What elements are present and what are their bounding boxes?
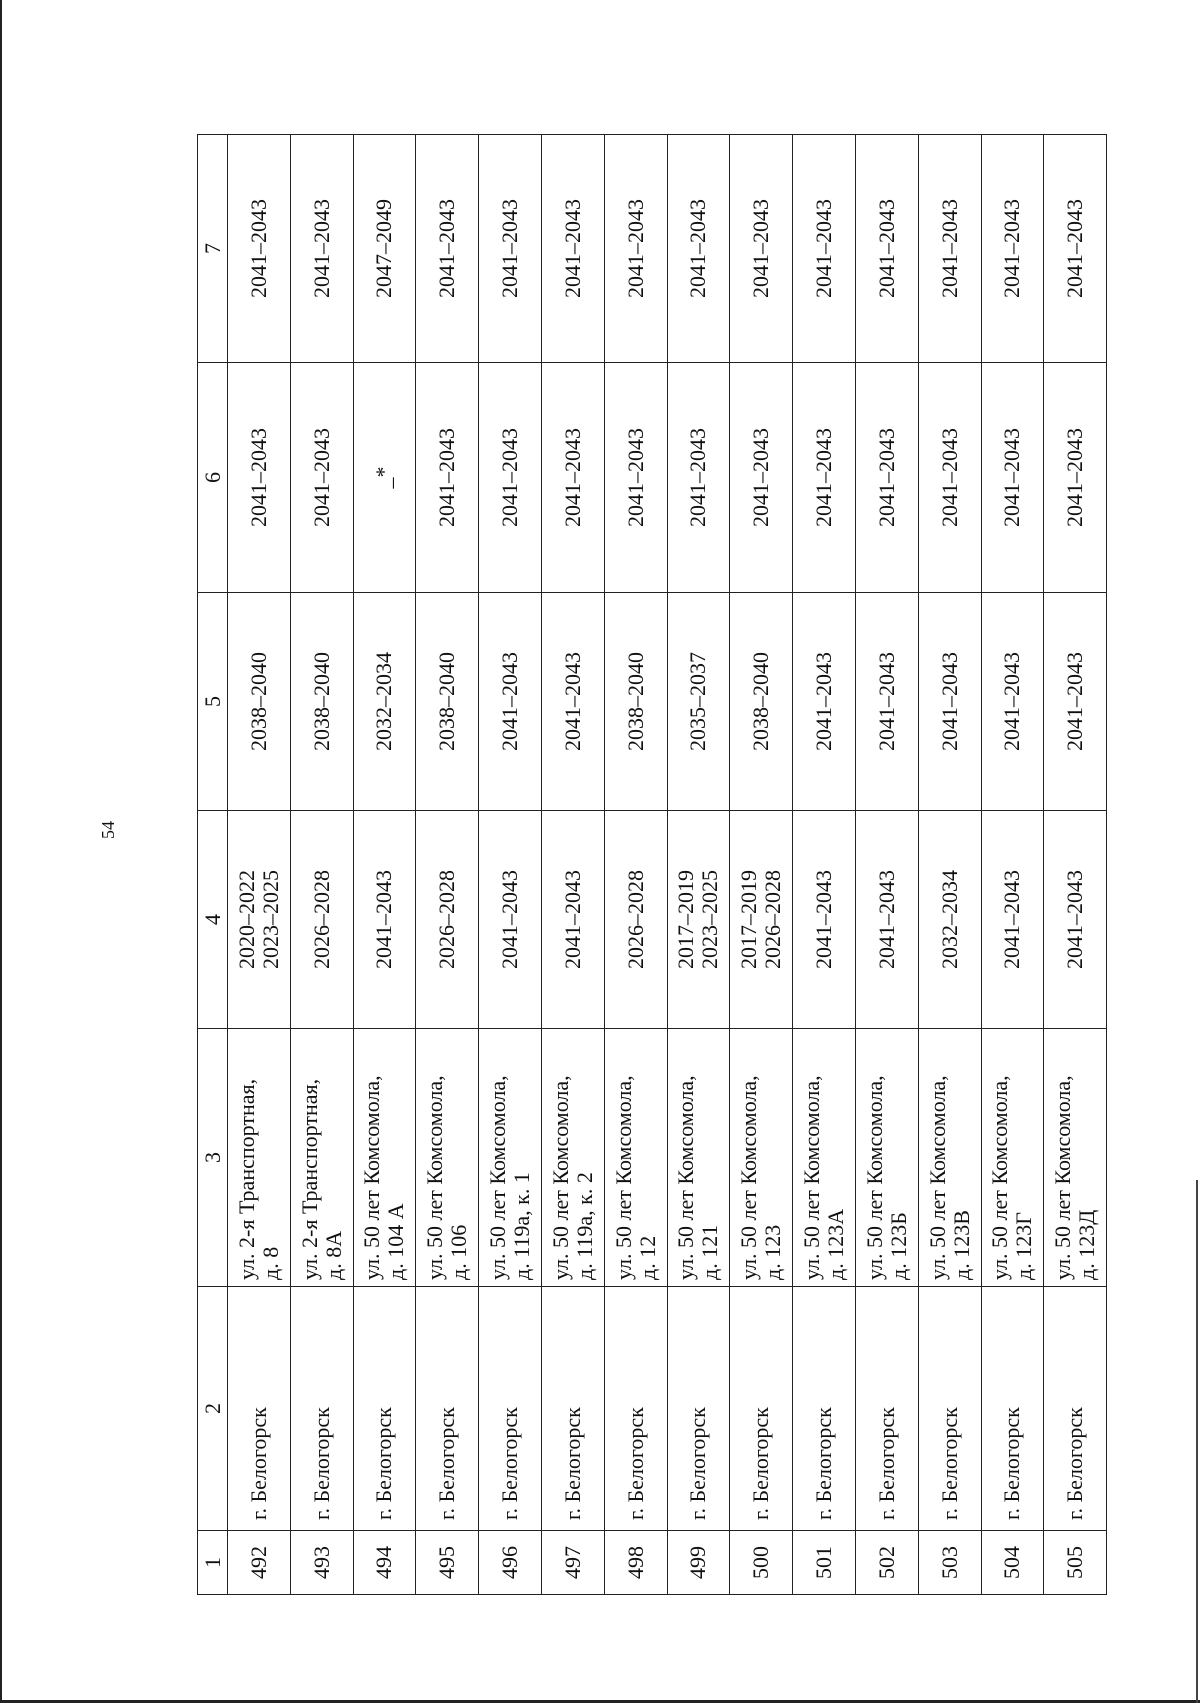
period-col-7-text: 2041–2043 (497, 199, 523, 298)
row-number-text: 492 (245, 1546, 271, 1579)
period-col-4-line-1: 2020–2022 (233, 870, 259, 969)
header-col-4: 4 (198, 811, 228, 1029)
page-edge-right (1196, 1180, 1198, 1703)
address-street: ул. 50 лет Комсомола, (359, 1075, 385, 1280)
table-row (981, 135, 1044, 1595)
address-street: ул. 50 лет Комсомола, (736, 1075, 762, 1280)
locality-cell (353, 1287, 416, 1531)
period-col-5-text: 2035–2037 (685, 652, 711, 751)
row-number (855, 1531, 918, 1595)
row-number (541, 1531, 604, 1595)
period-col-6-cell (667, 363, 730, 593)
period-col-7-cell (667, 135, 730, 363)
row-number (730, 1531, 793, 1595)
address-cell (479, 1029, 542, 1287)
period-col-5-cell (228, 593, 291, 811)
period-col-7-text: 2041–2043 (559, 199, 585, 298)
header-col-1: 1 (198, 1531, 228, 1595)
address-cell (1044, 1029, 1107, 1287)
period-col-6-cell (290, 363, 353, 593)
address-cell (918, 1029, 981, 1287)
table-row (667, 135, 730, 1595)
address-street: ул. 50 лет Комсомола, (547, 1075, 573, 1280)
address-house: д. 8 (257, 1246, 283, 1280)
address-street: ул. 50 лет Комсомола, (987, 1075, 1013, 1280)
period-col-6-text: 2041–2043 (559, 428, 585, 527)
row-number-text: 499 (685, 1546, 711, 1579)
locality-cell (730, 1287, 793, 1531)
period-col-7-cell (479, 135, 542, 363)
period-col-5-text: 2038–2040 (748, 652, 774, 751)
locality-text: г. Белогорск (497, 1407, 523, 1520)
period-col-4-line-1: 2026–2028 (622, 870, 648, 969)
table-row (228, 135, 291, 1595)
address-cell (793, 1029, 856, 1287)
period-col-5-cell (290, 593, 353, 811)
period-col-4-cell (290, 811, 353, 1029)
period-col-5-text: 2038–2040 (622, 652, 648, 751)
period-col-5-cell (1044, 593, 1107, 811)
period-col-5-text: 2041–2043 (811, 652, 837, 751)
address-house: д. 104 А (383, 1203, 409, 1280)
period-col-5-text: 2041–2043 (497, 652, 523, 751)
period-col-7-text: 2041–2043 (873, 199, 899, 298)
period-col-6-cell (730, 363, 793, 593)
period-col-7-cell (228, 135, 291, 363)
locality-text: г. Белогорск (748, 1407, 774, 1520)
period-col-7-cell (290, 135, 353, 363)
rotated-table-container (197, 135, 1121, 1595)
period-col-7-text: 2041–2043 (748, 199, 774, 298)
locality-text: г. Белогорск (559, 1407, 585, 1520)
period-col-6-text: 2041–2043 (685, 428, 711, 527)
period-col-7-cell (918, 135, 981, 363)
row-number-text: 496 (497, 1546, 523, 1579)
address-street: ул. 50 лет Комсомола, (861, 1075, 887, 1280)
period-col-6-cell (918, 363, 981, 593)
row-number-text: 502 (873, 1546, 899, 1579)
row-number-text: 493 (308, 1546, 334, 1579)
locality-text: г. Белогорск (308, 1407, 334, 1520)
row-number (1044, 1531, 1107, 1595)
address-cell (604, 1029, 667, 1287)
period-col-5-text: 2041–2043 (559, 652, 585, 751)
period-col-4-cell (416, 811, 479, 1029)
period-col-6-text: 2041–2043 (999, 428, 1025, 527)
period-col-7-text: 2047–2049 (371, 199, 397, 298)
row-number (353, 1531, 416, 1595)
address-cell (667, 1029, 730, 1287)
table-row (479, 135, 542, 1595)
address-cell (541, 1029, 604, 1287)
period-col-4-line-1: 2032–2034 (936, 870, 962, 969)
row-number-text: 505 (1062, 1546, 1088, 1579)
address-cell (228, 1029, 291, 1287)
period-col-5-text: 2041–2043 (999, 652, 1025, 751)
address-house: д. 123Г (1011, 1212, 1037, 1280)
locality-cell (855, 1287, 918, 1531)
period-col-7-cell (541, 135, 604, 363)
period-col-5-cell (918, 593, 981, 811)
period-col-4-line-1: 2041–2043 (873, 870, 899, 969)
locality-text: г. Белогорск (685, 1407, 711, 1520)
header-col-5: 5 (198, 593, 228, 811)
period-col-5-cell (730, 593, 793, 811)
period-col-4-cell (981, 811, 1044, 1029)
address-street: ул. 50 лет Комсомола, (485, 1075, 511, 1280)
address-street: ул. 50 лет Комсомола, (799, 1075, 825, 1280)
period-col-4-line-1: 2041–2043 (371, 870, 397, 969)
locality-text: г. Белогорск (434, 1407, 460, 1520)
locality-text: г. Белогорск (1062, 1407, 1088, 1520)
address-house: д. 119а, к. 1 (509, 1172, 535, 1280)
address-street: ул. 2-я Транспортная, (233, 1078, 259, 1280)
period-col-7-text: 2041–2043 (434, 199, 460, 298)
schedule-table (197, 134, 1107, 1595)
row-number (479, 1531, 542, 1595)
period-col-6-text: 2041–2043 (245, 428, 271, 527)
period-col-4-cell (730, 811, 793, 1029)
page-edge-left (0, 0, 2, 1703)
period-col-6-text: 2041–2043 (434, 428, 460, 527)
address-street: ул. 50 лет Комсомола, (422, 1075, 448, 1280)
period-col-7-cell (604, 135, 667, 363)
locality-cell (918, 1287, 981, 1531)
address-house: д. 12 (634, 1235, 660, 1280)
period-col-7-text: 2041–2043 (999, 199, 1025, 298)
period-col-5-text: 2038–2040 (245, 652, 271, 751)
address-street: ул. 50 лет Комсомола, (924, 1075, 950, 1280)
period-col-7-cell (981, 135, 1044, 363)
period-col-5-cell (353, 593, 416, 811)
period-col-4-line-1: 2026–2028 (308, 870, 334, 969)
table-row (855, 135, 918, 1595)
locality-text: г. Белогорск (811, 1407, 837, 1520)
table-row (604, 135, 667, 1595)
period-col-6-cell (855, 363, 918, 593)
header-col-2: 2 (198, 1287, 228, 1531)
header-col-7: 7 (198, 135, 228, 363)
period-col-7-cell (1044, 135, 1107, 363)
locality-cell (228, 1287, 291, 1531)
period-col-6-text: 2041–2043 (1062, 428, 1088, 527)
row-number (667, 1531, 730, 1595)
period-col-6-cell (981, 363, 1044, 593)
row-number-text: 498 (622, 1546, 648, 1579)
period-col-5-text: 2041–2043 (936, 652, 962, 751)
period-col-4-line-2: 2023–2025 (697, 870, 723, 969)
table-row (793, 135, 856, 1595)
period-col-5-text: 2032–2034 (371, 652, 397, 751)
period-col-6-cell (479, 363, 542, 593)
row-number (604, 1531, 667, 1595)
period-col-7-cell (855, 135, 918, 363)
locality-cell (604, 1287, 667, 1531)
row-number-text: 501 (811, 1546, 837, 1579)
row-number (416, 1531, 479, 1595)
address-house: д. 123А (823, 1208, 849, 1280)
period-col-7-text: 2041–2043 (936, 199, 962, 298)
address-street: ул. 50 лет Комсомола, (673, 1075, 699, 1280)
period-col-4-cell (228, 811, 291, 1029)
address-house: д. 123В (948, 1210, 974, 1280)
period-col-5-cell (855, 593, 918, 811)
address-cell (855, 1029, 918, 1287)
period-col-4-cell (1044, 811, 1107, 1029)
period-col-5-cell (667, 593, 730, 811)
period-col-4-line-1: 2041–2043 (811, 870, 837, 969)
address-cell (416, 1029, 479, 1287)
period-col-5-text: 2038–2040 (434, 652, 460, 751)
period-col-7-cell (353, 135, 416, 363)
period-col-6-text: 2041–2043 (748, 428, 774, 527)
period-col-4-cell (541, 811, 604, 1029)
period-col-4-line-2: 2023–2025 (257, 870, 283, 969)
address-cell (730, 1029, 793, 1287)
period-col-5-cell (604, 593, 667, 811)
row-number-text: 497 (559, 1546, 585, 1579)
table-header-row (198, 135, 228, 1595)
row-number (918, 1531, 981, 1595)
locality-cell (479, 1287, 542, 1531)
period-col-7-cell (416, 135, 479, 363)
address-house: д. 121 (697, 1224, 723, 1280)
locality-cell (1044, 1287, 1107, 1531)
period-col-6-cell (228, 363, 291, 593)
period-col-6-text: 2041–2043 (811, 428, 837, 527)
header-col-6: 6 (198, 363, 228, 593)
address-cell (981, 1029, 1044, 1287)
period-col-6-cell (541, 363, 604, 593)
locality-text: г. Белогорск (873, 1407, 899, 1520)
page-number: 54 (98, 821, 118, 839)
address-cell (290, 1029, 353, 1287)
table-row (290, 135, 353, 1595)
row-number-text: 494 (371, 1546, 397, 1579)
table-row (541, 135, 604, 1595)
row-number-text: 503 (936, 1546, 962, 1579)
row-number (793, 1531, 856, 1595)
period-col-6-text: _* (371, 466, 397, 489)
address-street: ул. 50 лет Комсомола, (610, 1075, 636, 1280)
period-col-7-cell (793, 135, 856, 363)
locality-cell (667, 1287, 730, 1531)
period-col-5-text: 2041–2043 (873, 652, 899, 751)
locality-cell (793, 1287, 856, 1531)
period-col-6-text: 2041–2043 (936, 428, 962, 527)
period-col-4-cell (604, 811, 667, 1029)
period-col-4-cell (793, 811, 856, 1029)
row-number (290, 1531, 353, 1595)
period-col-6-text: 2041–2043 (308, 428, 334, 527)
period-col-5-cell (416, 593, 479, 811)
period-col-4-line-1: 2041–2043 (497, 870, 523, 969)
row-number-text: 500 (748, 1546, 774, 1579)
period-col-4-cell (855, 811, 918, 1029)
address-house: д. 123Б (885, 1212, 911, 1280)
period-col-4-cell (479, 811, 542, 1029)
period-col-6-cell (793, 363, 856, 593)
period-col-6-text: 2041–2043 (622, 428, 648, 527)
period-col-4-cell (667, 811, 730, 1029)
period-col-7-text: 2041–2043 (685, 199, 711, 298)
row-number (228, 1531, 291, 1595)
address-house: д. 8А (320, 1230, 346, 1280)
period-col-4-line-2: 2026–2028 (760, 870, 786, 969)
locality-text: г. Белогорск (371, 1407, 397, 1520)
period-col-7-text: 2041–2043 (308, 199, 334, 298)
row-number-text: 495 (434, 1546, 460, 1579)
locality-cell (981, 1287, 1044, 1531)
address-house: д. 119а, к. 2 (571, 1172, 597, 1280)
period-col-4-cell (918, 811, 981, 1029)
table-row (918, 135, 981, 1595)
period-col-5-cell (541, 593, 604, 811)
table-row (416, 135, 479, 1595)
address-house: д. 123 (760, 1224, 786, 1280)
locality-text: г. Белогорск (936, 1407, 962, 1520)
table-row (730, 135, 793, 1595)
address-cell (353, 1029, 416, 1287)
period-col-6-text: 2041–2043 (497, 428, 523, 527)
period-col-5-text: 2038–2040 (308, 652, 334, 751)
address-house: д. 106 (446, 1224, 472, 1280)
address-house: д. 123Д (1074, 1209, 1100, 1280)
period-col-4-line-1: 2041–2043 (999, 870, 1025, 969)
table-row (353, 135, 416, 1595)
period-col-7-cell (730, 135, 793, 363)
period-col-4-line-1: 2026–2028 (434, 870, 460, 969)
period-col-6-cell (416, 363, 479, 593)
period-col-6-cell (1044, 363, 1107, 593)
period-col-5-cell (479, 593, 542, 811)
locality-text: г. Белогорск (999, 1407, 1025, 1520)
period-col-4-line-1: 2041–2043 (1062, 870, 1088, 969)
period-col-4-line-1: 2017–2019 (673, 870, 699, 969)
address-street: ул. 50 лет Комсомола, (1050, 1075, 1076, 1280)
period-col-6-cell (604, 363, 667, 593)
locality-text: г. Белогорск (245, 1407, 271, 1520)
period-col-7-text: 2041–2043 (811, 199, 837, 298)
row-number (981, 1531, 1044, 1595)
period-col-4-line-1: 2041–2043 (559, 870, 585, 969)
locality-text: г. Белогорск (622, 1407, 648, 1520)
period-col-6-text: 2041–2043 (873, 428, 899, 527)
locality-cell (541, 1287, 604, 1531)
period-col-4-cell (353, 811, 416, 1029)
row-number-text: 504 (999, 1546, 1025, 1579)
period-col-4-line-1: 2017–2019 (736, 870, 762, 969)
period-col-7-text: 2041–2043 (245, 199, 271, 298)
period-col-6-cell (353, 363, 416, 593)
period-col-7-text: 2041–2043 (1062, 199, 1088, 298)
period-col-5-text: 2041–2043 (1062, 652, 1088, 751)
period-col-7-text: 2041–2043 (622, 199, 648, 298)
address-street: ул. 2-я Транспортная, (296, 1078, 322, 1280)
locality-cell (290, 1287, 353, 1531)
table-row (1044, 135, 1107, 1595)
period-col-5-cell (981, 593, 1044, 811)
header-col-3: 3 (198, 1029, 228, 1287)
period-col-5-cell (793, 593, 856, 811)
locality-cell (416, 1287, 479, 1531)
